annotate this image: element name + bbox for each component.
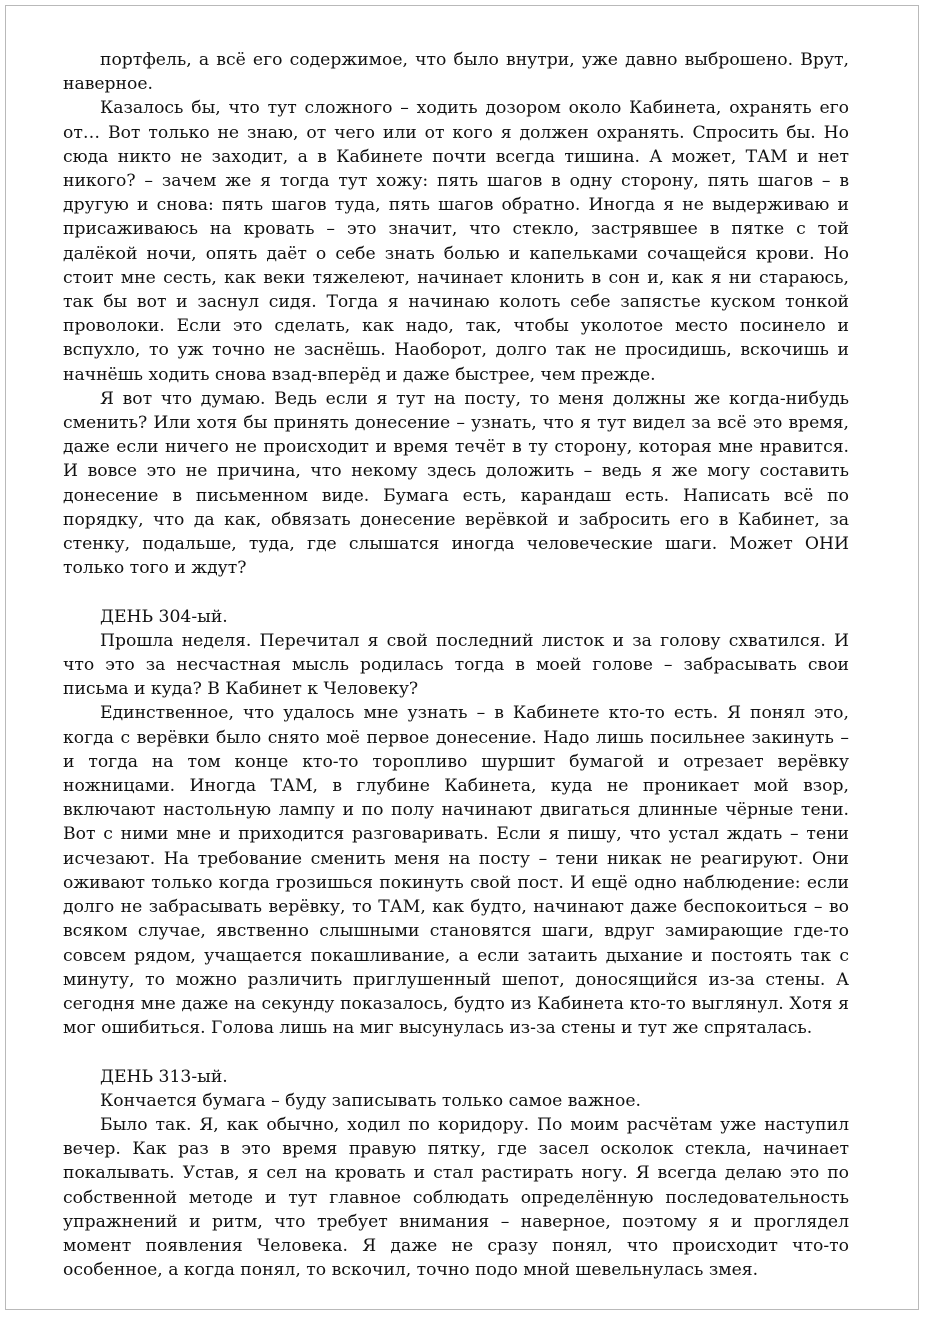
paragraph: Было так. Я, как обычно, ходил по коридору. По моим расчётам уже наступил вечер. Как раз в это время правую пятку, где засел осколок стекла, начинает покалывать. Устав, я сел на кровать и стал растирать ногу. Я всегда делаю это по собственной методе и тут главное соблюдать определённую последовательность упражнений и ритм, что требует внимания – наверное, поэтому я и проглядел момент появления Человека. Я даже не сразу понял, что происходит что-то особенное, а когда понял, то вскочил, точно подо мной шевельнулась змея. [63,1114,849,1281]
paragraph: Кончается бумага – буду записывать только самое важное. [100,1090,641,1111]
paragraph: портфель, а всё его содержимое, что было внутри, уже давно выброшено. Врут, наверное. [63,50,849,95]
paragraph: Казалось бы, что тут сложного – ходить дозором около Кабинета, охранять его от… Вот только не знаю, от чего или от кого я должен охранять. Спросить бы. Но сюда никто не заходит, а в Кабинете почти всегда тишина. А может, ТАМ и нет никого? – зачем же я тогда тут хожу: пять шагов в одну сторону, пять шагов – в другую и снова: пять шагов туда, пять шагов обратно. Иногда я не выдерживаю и присаживаюсь на кровать – это значит, что стекло, застрявшее в пятке с той далёкой ночи, опять даёт о себе знать болью и капельками сочащейся крови. Но стоит мне сесть, как веки тяжелеют, начинает клонить в сон и, как я ни стараюсь, так бы вот и заснул сидя. Тогда я начинаю колоть себе запястье куском тонкой проволоки. Если это сделать, как надо, так, чтобы уколотое место посинело и вспухло, то уж точно не заснёшь. Наоборот, долго так не просидишь, вскочишь и начнёшь ходить снова взад-вперёд и даже быстрее, чем прежде. [63,98,849,385]
paragraph: Я вот что думаю. Ведь если я тут на посту, то меня должны же когда-нибудь сменить? Или хотя бы принять донесение – узнать, что я тут видел за всё это время, даже если ничего не происходит и время течёт в ту сторону, которая мне нравится. И вовсе это не причина, что некому здесь доложить – ведь я же могу составить донесение в письменном виде. Бумага есть, карандаш есть. Написать всё по порядку, что да как, обвязать донесение верёвкой и забросить его в Кабинет, за стенку, подальше, туда, где слышатся иногда человеческие шаги. Может ОНИ только того и ждут? [63,388,849,579]
paragraph: Прошла неделя. Перечитал я свой последний листок и за голову схватился. И что это за несчастная мысль родилась тогда в моей голове – забрасывать свои письма и куда? В Кабинет к Человеку? [63,630,849,700]
day-heading: ДЕНЬ 304-ый. [100,606,228,627]
document-body [63,48,849,1282]
day-heading: ДЕНЬ 313-ый. [100,1066,228,1087]
document-page [5,5,919,1310]
paragraph: Единственное, что удалось мне узнать – в Кабинете кто-то есть. Я понял это, когда с верёвки было снято моё первое донесение. Надо лишь посильнее закинуть – и тогда на том конце кто-то торопливо шуршит бумагой и отрезает верёвку ножницами. Иногда ТАМ, в глубине Кабинета, куда не проникает мой взор, включают настольную лампу и по полу начинают двигаться длинные чёрные тени. Вот с ними мне и приходится разговаривать. Если я пишу, что устал ждать – тени исчезают. На требование сменить меня на посту – тени никак не реагируют. Они оживают только когда грозишься покинуть свой пост. И ещё одно наблюдение: если долго не забрасывать верёвку, то ТАМ, как будто, начинают даже беспокоиться – во всяком случае, явственно слышными становятся шаги, вдруг замирающие где-то совсем рядом, учащается покашливание, а если затаить дыхание и постоять так с минуту, то можно различить приглушенный шепот, доносящийся из-за стены. А сегодня мне даже на секунду показалось, будто из Кабинета кто-то выглянул. Хотя я мог ошибиться. Голова лишь на миг высунулась из-за стены и тут же спряталась. [63,703,849,1039]
